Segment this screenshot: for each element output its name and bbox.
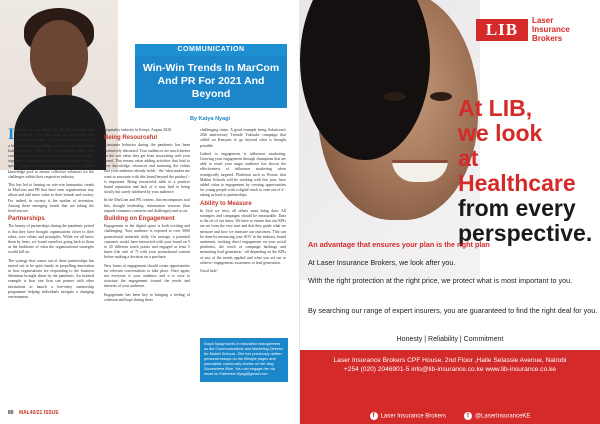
ad-paragraph: At Laser Insurance Brokers, we look after you. (308, 258, 456, 267)
ad-headline (458, 96, 598, 246)
address-block (300, 356, 600, 374)
paragraph: Good luck! (200, 269, 218, 274)
logo-text (532, 16, 570, 43)
ad-paragraph: By searching our range of expert insurers, you are guaranteed to find the right deal for you. (308, 306, 598, 315)
headline-line: perspective. (458, 220, 593, 246)
social-links (300, 412, 600, 420)
article-column-3 (200, 128, 286, 277)
dropcap: I (8, 126, 15, 143)
subheading: Ability to Measure (200, 200, 252, 207)
subheading: Being Resourceful (104, 135, 158, 142)
paragraph: Engagement has been key to bringing a feeling of cohesion and hope during these (104, 292, 190, 302)
author-bio-box: Katya Nyagi works in education management as the Communications and Marketing Director for Mabini Schools. She has previously written personal essays on the lifestyle pages and journalistic community stories on her blog Somewhere Blue. You can engage her via email on Katherine.Nyagi@gmail.com. (200, 338, 288, 382)
paragraph: f there is one thing the Covid pandemic has reinforced, it is the need to collaborate and support each other. Pre-Covid strategies that had a larger focus on outwitting competition are now being balanced with focus on organisations that can complement your objectives to achieve mutual aims - together. Competitors have also found unique ways to speak to each other and therefore have created a larger knowledge pool to ensure collective solutions for the challenges within their respective industry. (8, 128, 94, 179)
facebook-link[interactable] (370, 412, 446, 420)
facebook-icon: f (370, 412, 378, 420)
paragraph: This has led to leaning on win-win humanistic trends in MarCom and PR that have seen organisations stay afloat and add more value to their brands and society. For indeed, in society is the mother of invention. Among these emerging trends that are taking the forefront are: (8, 183, 94, 214)
paragraph: challenging times. A good example being Safaricom's 20th anniversary Twende Tukisake campaign that called on Kenyans to go beyond what is thought possible. (200, 128, 286, 148)
facebook-handle: Laser Insurance Brokers (380, 413, 446, 420)
smiling-woman-photo (300, 0, 480, 280)
paragraph: New forms of engagement should create opportunities for relevant conversations to take place. Once again, not everyone is your audience and it is wise to structure the engagement toward the needs and interests of your audience. (104, 263, 190, 289)
address-line: Laser Insurance Brokers CPF House, 2nd Floor ,Haile Selassie Avenue, Nairobi (333, 357, 567, 364)
page-footer (8, 410, 59, 416)
page-number: 80 (8, 410, 14, 416)
paragraph: Engagement in the digital space is both exciting and challenging. Your audience is exposed to over 5000 promotional materials daily. On average, a potential customer would have interacted with your brand on 5 to 20 different touch points and engaged at least 5 times (the rule of 7) with your promotional content before making a decision on a purchase. (104, 224, 190, 260)
article-column-1 (8, 128, 94, 303)
ad-paragraph: With the right protection at the right price, we protect what is most important to you. (308, 276, 573, 285)
twitter-link[interactable] (464, 412, 530, 420)
paragraph: hospitality industry in Kenya, August 2020. (104, 128, 172, 132)
logo-line: Brokers (532, 34, 563, 43)
headline-line: from every (458, 195, 576, 221)
article-title: Win-Win Trends In MarCom And PR For 2021 And Beyond (135, 56, 287, 108)
byline: By Katya Nyagi (190, 116, 231, 122)
twitter-handle: @LaserInsuranceKE (474, 413, 531, 420)
advantage-tagline: An advantage that ensures your plan is the right plan (308, 240, 490, 249)
article-column-2 (104, 128, 190, 306)
company-values: Honesty | Reliability | Commitment (396, 336, 504, 343)
headline-line: at Healthcare (458, 145, 576, 196)
subheading: Building on Engagement (104, 216, 175, 223)
paragraph: In the MarCom and PR context, this encompasses tool kits, thought leadership, information sessions (that unpack consumer concerns and challenges) and so on. (104, 198, 190, 213)
logo-line: Insurance (532, 25, 570, 34)
lib-logo (476, 16, 570, 43)
subheading: Partnerships (8, 216, 45, 223)
right-page-advert (300, 0, 600, 424)
headline-line: we look (458, 120, 543, 146)
paragraph: The synergy that comes out of these partnerships has turned out to be quite handy in propelling innovation in how organisations are responding to the business dilemmas brought about by the pandemic. An isolated example is how one firm can partner with other institutions to launch a free-entry mentorship programme helping individuals navigate a changing environment. (8, 258, 94, 300)
paragraph: Linked to engagement is influencer marketing. Growing your engagement through champions that are able to reach your target audience has shown the effectiveness of influencer marketing when strategically targeted. Platforms such as Wowzi, that Mabini Schools will be working with this year, have added value to engagement by creating opportunities for young people with a digital reach to earn out of it - taking us back to partnerships. (200, 151, 286, 198)
logo-line: Laser (532, 16, 554, 25)
logo-mark: LIB (476, 19, 528, 41)
headline-line: At LIB, (458, 95, 533, 121)
issue-label: MAL40/21 ISSUE (18, 410, 59, 416)
twitter-icon: t (464, 412, 472, 420)
contact-line: +254 (020) 2046901-5 info@lib-insurance.co.ke www.lib-insurance.co.ke (343, 366, 557, 373)
paragraph: The beauty of partnerships during the pandemic period is that they have brought organisations closer to their ethos, core values and principles. While we all know them by heart, we found ourselves going back to them as the backbone of what the organizational strategies would fall on. (8, 224, 94, 255)
paragraph: Consumer behavior during the pandemic has been extensively discussed. Your audiences are much keener on the soft value they get from associating with your brand. This means value adding activities that lead to new knowledge, resources and nurturing the values that your audience already holds - the 'what makes me want to associate with this brand beyond the product' - is important. Being resourceful adds to a positive brand reputation and lack of it may lead to being slowly but surely sidelined by your audience. (104, 143, 190, 195)
paragraph: In God we trust, all others must bring data. All strategies and campaigns should be measurable. Data is the oil of our times. We have to ensure that our KPIs are set from the very start and that they guide what we measure and how we measure our outcomes. This can be done by measuring your SOV in the industry, brand sentiment, tracking direct engagement on your social platforms, the reach of campaign hashtags and measuring lead generation - all depending on the KPIs of any of the trends applied and what you set out to achieve: engagement, awareness or lead generation. (200, 208, 286, 265)
section-label: COMMUNICATION (135, 44, 287, 56)
contact-band (300, 350, 600, 424)
